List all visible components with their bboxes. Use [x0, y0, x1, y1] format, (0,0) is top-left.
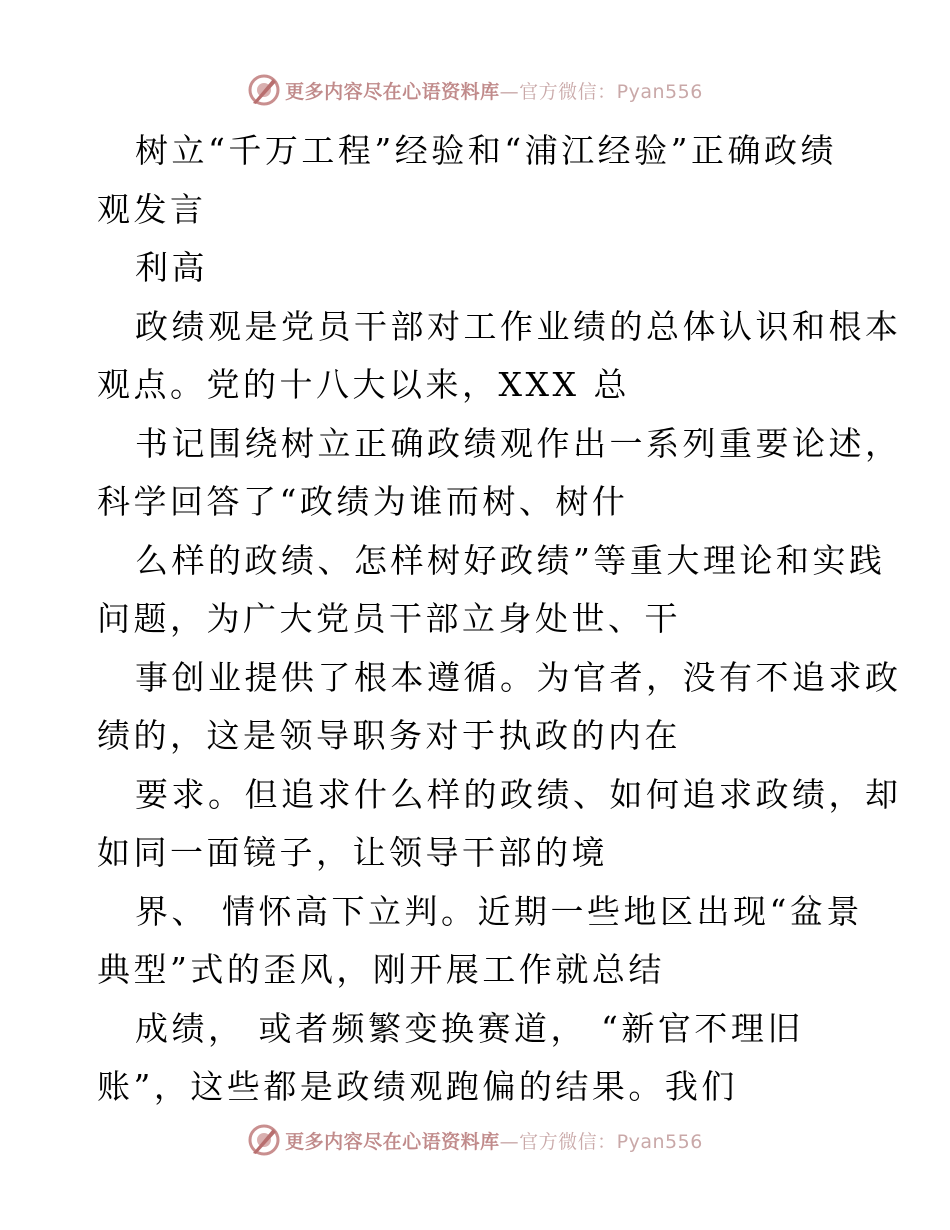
watermark-site: 更多内容尽在心语资料库 — [285, 80, 500, 103]
document-line: 书记围绕树立正确政绩观作出一系列重要论述， — [135, 423, 902, 463]
document-line: 如同一面镜子，让领导干部的境 — [97, 833, 608, 872]
watermark-account: 官方微信：Pyan556 — [519, 1130, 703, 1153]
document-line: 利高 — [135, 248, 208, 287]
watermark-account: 官方微信：Pyan556 — [519, 80, 703, 103]
quill-logo-icon — [247, 73, 281, 107]
document-line: 绩的，这是领导职务对于执政的内在 — [97, 716, 681, 755]
document-line: 政绩观是党员干部对工作业绩的总体认识和根本 — [135, 306, 902, 346]
document-line: 事创业提供了根本遵循。为官者，没有不追求政 — [135, 657, 902, 697]
document-line: 么样的政绩、怎样树好政绩”等重大理论和实践 — [135, 540, 886, 580]
watermark-header — [0, 70, 950, 110]
document-line: 要求。但追求什么样的政绩、如何追求政绩，却 — [135, 774, 902, 814]
document-line: 观发言 — [97, 189, 207, 229]
document-line: 界、 情怀高下立判。近期一些地区出现“盆景 — [135, 891, 863, 931]
document-line: 科学回答了“政绩为谁而树、树什 — [97, 482, 629, 521]
watermark-text — [285, 77, 703, 104]
document-line: 典型”式的歪风，刚开展工作就总结 — [97, 950, 665, 989]
watermark-footer — [0, 1120, 950, 1160]
document-line: 问题，为广大党员干部立身处世、干 — [97, 599, 681, 638]
document-line: 观点。党的十八大以来，XXX 总 — [97, 365, 630, 404]
watermark-text — [285, 1127, 703, 1154]
watermark-separator: — — [499, 80, 520, 103]
document-body — [97, 122, 902, 1117]
watermark-separator: — — [499, 1130, 520, 1153]
document-line: 树立“千万工程”经验和“浦江经验”正确政绩 — [135, 131, 837, 170]
document-line: 账”，这些都是政绩观跑偏的结果。我们 — [97, 1067, 738, 1106]
watermark-site: 更多内容尽在心语资料库 — [285, 1130, 500, 1153]
quill-logo-icon — [247, 1123, 281, 1157]
document-line: 成绩， 或者频繁变换赛道， “新官不理旧 — [135, 1008, 804, 1048]
